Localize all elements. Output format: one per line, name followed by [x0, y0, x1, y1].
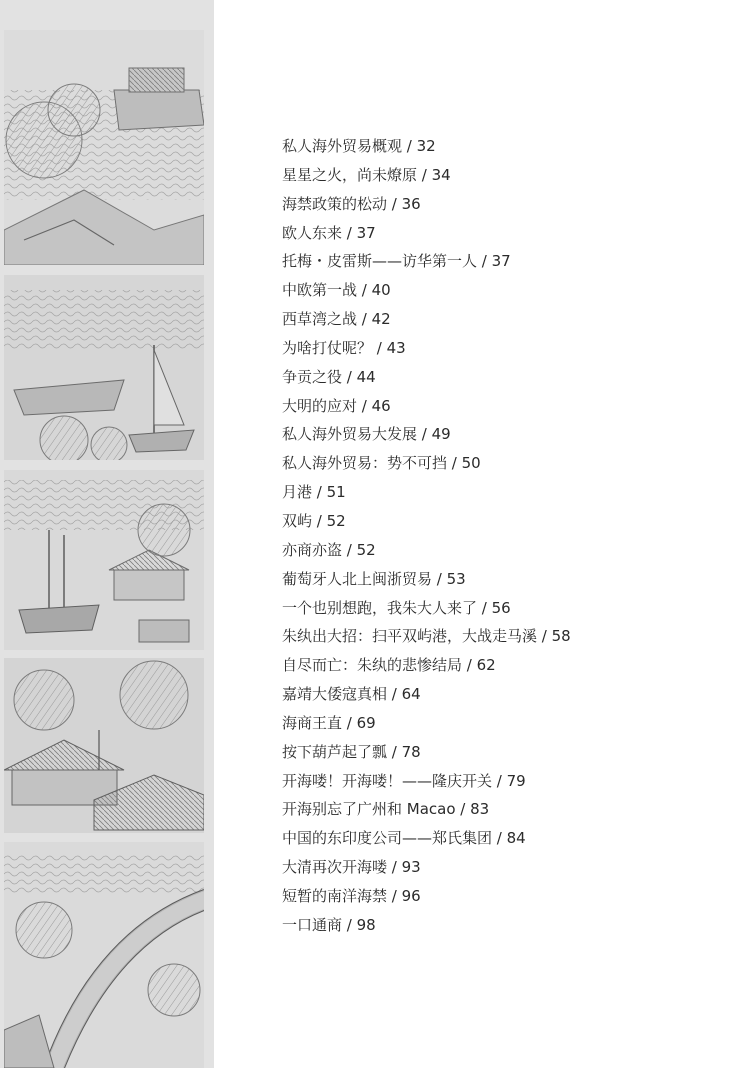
toc-entry: 一个也别想跑，我朱大人来了 / 56 [282, 598, 511, 617]
scene-ships-village [4, 470, 204, 650]
toc-entry: 私人海外贸易大发展 / 49 [282, 425, 451, 444]
toc-entry: 私人海外贸易概观 / 32 [282, 137, 436, 155]
scene-river-boats [4, 30, 204, 265]
toc-entry: 私人海外贸易：势不可挡 / 50 [282, 454, 481, 473]
toc-entry: 托梅・皮雷斯——访华第一人 / 37 [282, 252, 511, 271]
toc-entry: 短暂的南洋海禁 / 96 [282, 886, 421, 905]
toc-entry: 自尽而亡：朱纨的悲惨结局 / 62 [282, 656, 496, 675]
toc-entry: 嘉靖大倭寇真相 / 64 [282, 685, 421, 704]
toc-entry: 亦商亦盗 / 52 [282, 540, 376, 559]
toc-entry: 按下葫芦起了瓢 / 78 [282, 742, 421, 761]
toc-entry: 朱纨出大招：扫平双屿港，大战走马溪 / 58 [282, 627, 571, 646]
toc-entry: 月港 / 51 [282, 483, 346, 502]
engraving-illustration [4, 30, 204, 1068]
table-of-contents [282, 132, 571, 940]
decorative-side-strip [0, 0, 214, 1068]
toc-entry: 一口通商 / 98 [282, 915, 376, 934]
scene-harbor-ship [4, 275, 204, 464]
toc-entry: 中国的东印度公司——郑氏集团 / 84 [282, 829, 526, 848]
toc-entry: 欧人东来 / 37 [282, 223, 376, 242]
toc-entry: 葡萄牙人北上闽浙贸易 / 53 [282, 569, 466, 588]
toc-entry: 大明的应对 / 46 [282, 396, 391, 415]
scene-rooftops [4, 658, 204, 833]
toc-entry: 海禁政策的松动 / 36 [282, 194, 421, 213]
toc-entry: 开海喽！开海喽！——隆庆开关 / 79 [282, 771, 526, 790]
toc-entry: 星星之火，尚未燎原 / 34 [282, 165, 451, 184]
toc-entry: 海商王直 / 69 [282, 713, 376, 732]
toc-entry: 为啥打仗呢？ / 43 [282, 338, 406, 357]
toc-entry: 中欧第一战 / 40 [282, 281, 391, 300]
toc-entry: 争贡之役 / 44 [282, 367, 376, 386]
toc-entry: 大清再次开海喽 / 93 [282, 858, 421, 877]
toc-entry: 开海别忘了广州和 Macao / 83 [282, 800, 490, 819]
toc-entry: 双屿 / 52 [282, 511, 346, 530]
scene-bridge [4, 842, 204, 1068]
toc-entry: 西草湾之战 / 42 [282, 310, 391, 329]
